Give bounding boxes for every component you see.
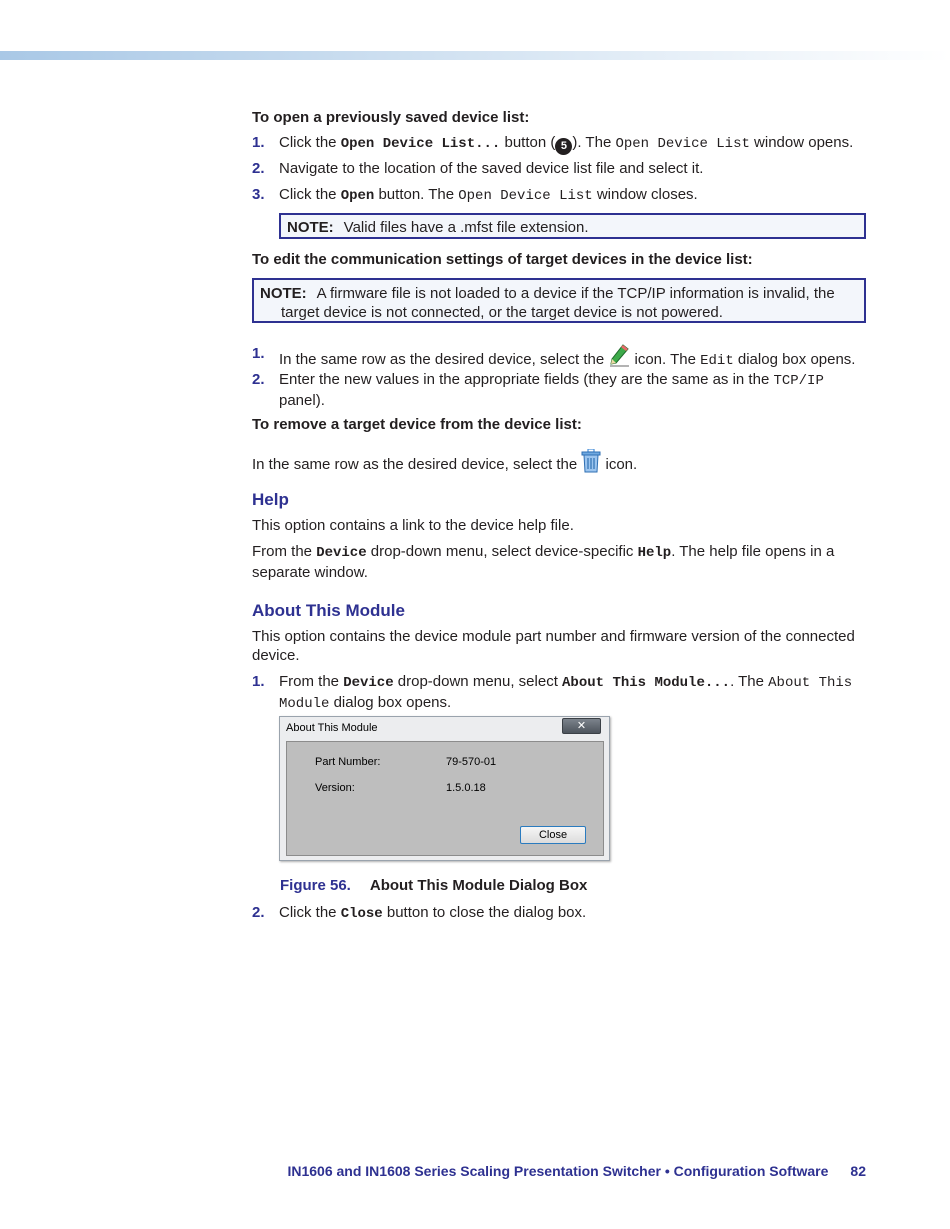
remove-device-heading: To remove a target device from the device list: — [252, 416, 582, 433]
dialog-close-button[interactable]: Close — [520, 826, 586, 844]
page-footer — [287, 1163, 866, 1179]
figure-caption: Figure 56. About This Module Dialog Box — [280, 877, 588, 894]
pencil-icon[interactable] — [608, 344, 630, 373]
edit-step-1: 1. In the same row as the desired device, select the icon. The Edit dialog box opens. — [252, 344, 893, 373]
version-value: 1.5.0.18 — [446, 782, 486, 794]
about-para: This option contains the device module part number and firmware version of the connected device. — [252, 628, 855, 664]
callout-5: 5 — [555, 138, 572, 155]
remove-device-text: In the same row as the desired device, select the icon. — [252, 449, 866, 478]
help-heading: Help — [252, 490, 289, 509]
open-list-step-2: 2. Navigate to the location of the saved device list file and select it. — [252, 160, 704, 177]
note-mfst: NOTE: Valid files have a .mfst file extension. — [279, 213, 866, 239]
help-para-1: This option contains a link to the device help file. — [252, 517, 574, 534]
edit-settings-heading: To edit the communication settings of target devices in the device list: — [252, 251, 753, 268]
about-heading: About This Module — [252, 601, 405, 620]
dialog-close-x-button[interactable]: ✕ — [562, 718, 601, 734]
version-label: Version: — [315, 782, 355, 794]
about-module-dialog — [279, 716, 610, 861]
open-list-step-1: 1. Click the Open Device List... button ( 5 ). The Open Device List window opens. — [252, 133, 893, 155]
help-para-2: From the Device drop-down menu, select device-specific Help. The help file opens in a separate window. — [252, 543, 835, 581]
note-firmware: NOTE: A firmware file is not loaded to a device if the TCP/IP information is invalid, the target device is not connected, or the target device is not powered. — [252, 278, 866, 323]
about-step-1: 1. From the Device drop-down menu, select About This Module.... The About This Module dialog box opens. — [252, 673, 853, 712]
trash-icon[interactable] — [581, 449, 601, 478]
header-band — [0, 51, 950, 60]
page-number: 82 — [850, 1163, 866, 1179]
about-step-2: 2. Click the Close button to close the dialog box. — [252, 904, 587, 922]
dialog-body — [286, 741, 604, 856]
dialog-title: About This Module — [286, 722, 378, 734]
footer-title: IN1606 and IN1608 Series Scaling Presentation Switcher • Configuration Software — [287, 1163, 829, 1179]
open-list-step-3: 3. Click the Open button. The Open Device List window closes. — [252, 186, 698, 204]
part-number-value: 79-570-01 — [446, 756, 497, 768]
part-number-label: Part Number: — [315, 756, 381, 768]
edit-step-2: 2. Enter the new values in the appropriate fields (they are the same as in the TCP/IP panel). — [252, 371, 824, 409]
open-list-heading: To open a previously saved device list: — [252, 109, 530, 126]
